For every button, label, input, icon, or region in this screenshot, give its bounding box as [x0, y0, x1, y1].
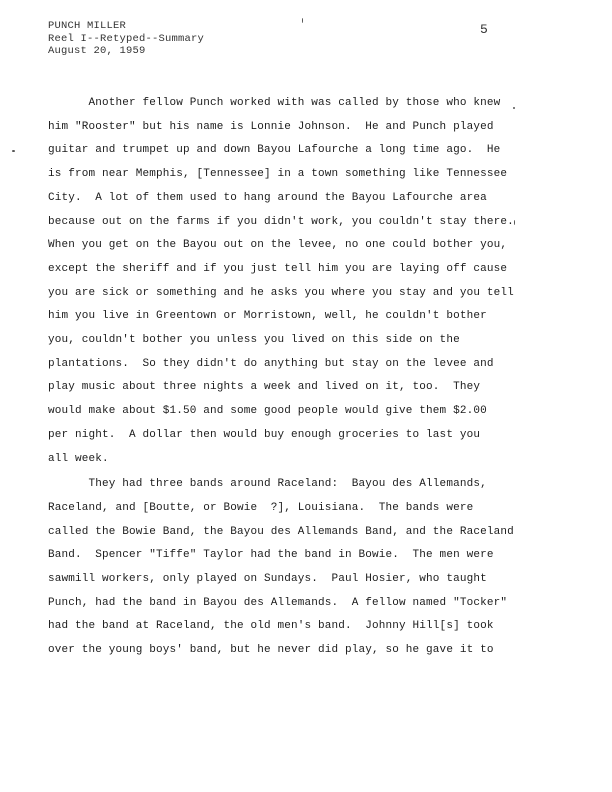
- text-line: is from near Memphis, [Tennessee] in a town something like Tennessee: [48, 168, 508, 181]
- text-line: They had three bands around Raceland: Bayou des Allemands,: [48, 478, 487, 491]
- text-line: all week.: [48, 452, 109, 465]
- text-line: When you get on the Bayou out on the levee, no one could bother you,: [48, 239, 508, 252]
- text-line: because out on the farms if you didn't work, you couldn't stay there.: [48, 215, 514, 228]
- text-line: you, couldn't bother you unless you lived on this side on the: [48, 334, 460, 347]
- page-number: 5: [480, 22, 488, 37]
- text-line: sawmill workers, only played on Sundays. Paul Hosier, who taught: [48, 573, 487, 586]
- scan-speck: [302, 18, 303, 23]
- header-line: Reel I--Retyped--Summary: [48, 32, 205, 45]
- header-line: PUNCH MILLER: [48, 20, 127, 32]
- text-line: Band. Spencer "Tiffe" Taylor had the band in Bowie. The men were: [48, 549, 494, 562]
- text-line: plantations. So they didn't do anything but stay on the levee and: [48, 357, 494, 370]
- text-line: per night. A dollar then would buy enough groceries to last you: [48, 428, 481, 441]
- text-line: you are sick or something and he asks you where you stay and you tell: [48, 286, 514, 299]
- scan-speck: [514, 220, 515, 225]
- text-line: City. A lot of them used to hang around the Bayou Lafourche area: [48, 191, 487, 204]
- paragraph: [48, 92, 528, 471]
- scan-speck: [12, 150, 15, 152]
- text-line: him you live in Greentown or Morristown, well, he couldn't bother: [48, 310, 487, 323]
- document-body: [48, 92, 528, 663]
- text-line: except the sheriff and if you just tell him you are laying off cause: [48, 262, 508, 275]
- text-line: him "Rooster" but his name is Lonnie Johnson. He and Punch played: [48, 120, 494, 133]
- text-line: Another fellow Punch worked with was called by those who knew: [48, 97, 501, 109]
- text-line: had the band at Raceland, the old men's band. Johnny Hill[s] took: [48, 620, 494, 633]
- text-line: called the Bowie Band, the Bayou des Allemands Band, and the Raceland: [48, 525, 514, 538]
- paragraph: [48, 473, 528, 663]
- text-line: guitar and trumpet up and down Bayou Lafourche a long time ago. He: [48, 144, 501, 157]
- text-line: over the young boys' band, but he never did play, so he gave it to: [48, 644, 494, 657]
- header-line: August 20, 1959: [48, 45, 146, 57]
- scan-speck: [513, 107, 515, 109]
- text-line: Punch, had the band in Bayou des Allemands. A fellow named "Tocker": [48, 596, 508, 609]
- text-line: Raceland, and [Boutte, or Bowie ?], Louisiana. The bands were: [48, 501, 474, 514]
- text-line: would make about $1.50 and some good people would give them $2.00: [48, 405, 487, 418]
- page-header: [48, 20, 204, 58]
- text-line: play music about three nights a week and lived on it, too. They: [48, 381, 481, 394]
